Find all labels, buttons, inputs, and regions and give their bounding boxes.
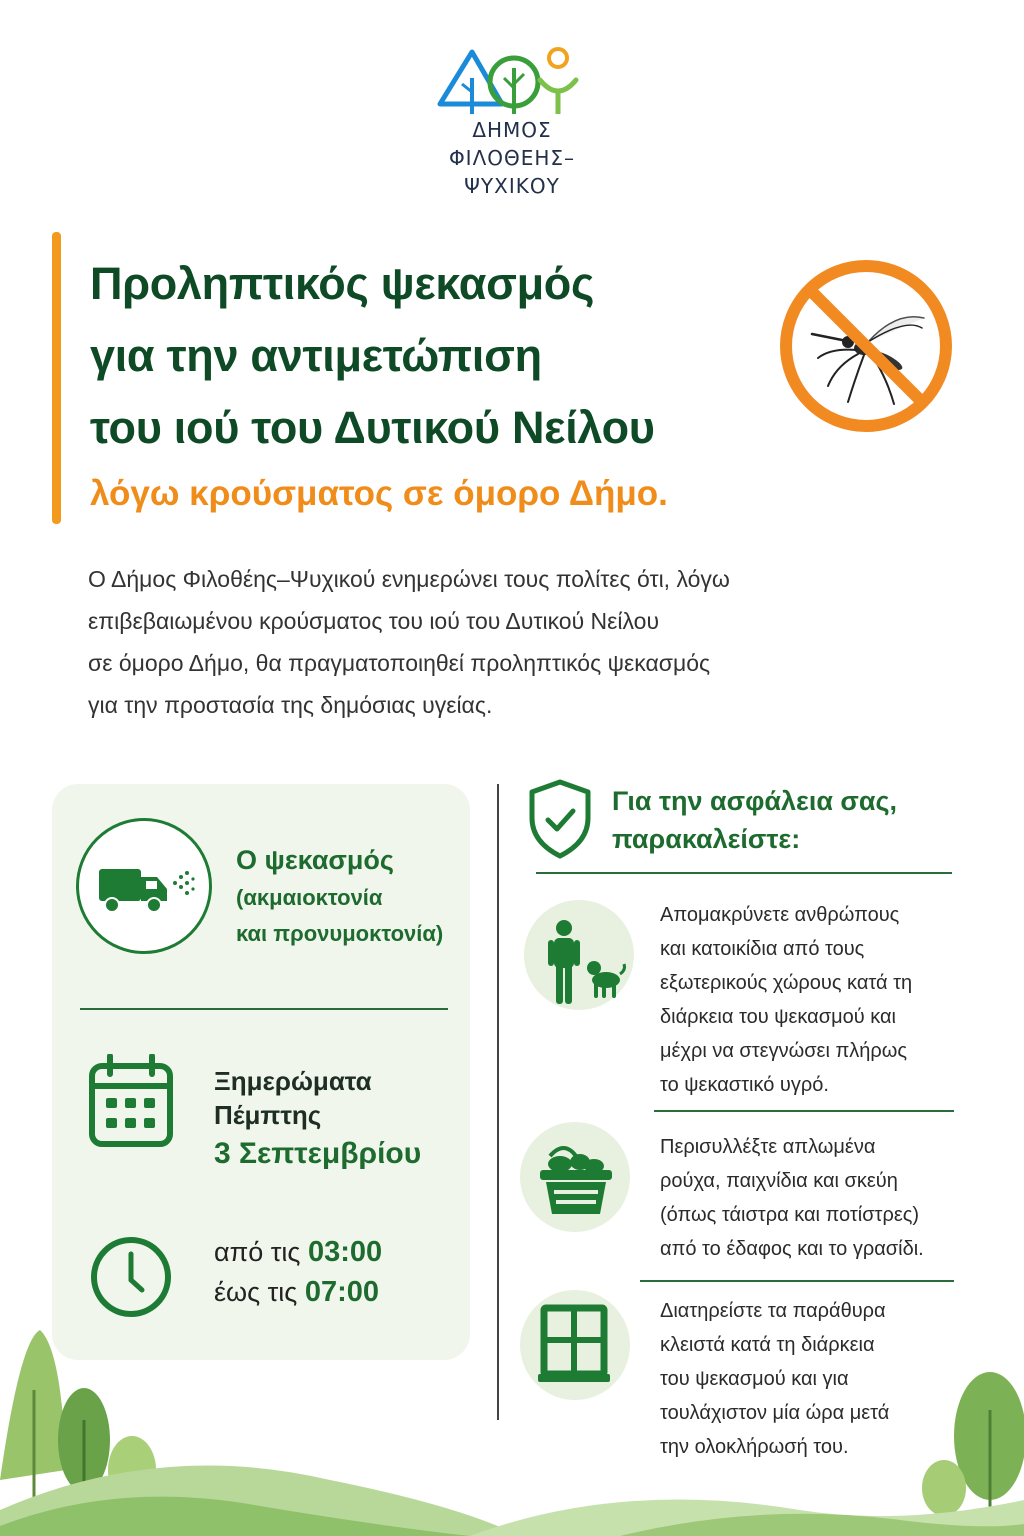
spray-title: Ο ψεκασμός	[236, 845, 394, 875]
panel-divider	[80, 1008, 448, 1010]
clock-icon	[88, 1234, 174, 1320]
person-with-dog-icon	[524, 900, 634, 1010]
title-line-2: για την αντιμετώπιση	[90, 330, 542, 381]
tip-line: κλειστά κατά τη διάρκεια	[660, 1334, 875, 1356]
time-from-label: από τις	[214, 1237, 301, 1267]
tip-line: τουλάχιστον μία ώρα μετά	[660, 1402, 890, 1424]
calendar-icon	[88, 1054, 174, 1148]
spray-sub-2: και προνυμοκτονία)	[236, 921, 444, 946]
tip-line: Περισυλλέξτε απλωμένα	[660, 1136, 876, 1158]
shield-check-icon	[528, 778, 592, 860]
title-subtitle: λόγω κρούσματος σε όμορο Δήμο.	[90, 474, 668, 513]
date-text	[214, 1064, 421, 1176]
title-block	[90, 248, 790, 522]
municipality-name-line1: ΔΗΜΟΣ	[472, 118, 552, 142]
title-accent-bar	[52, 232, 61, 524]
tip-line: από το έδαφος και το γρασίδι.	[660, 1238, 924, 1260]
tree-icon	[922, 1460, 966, 1516]
tip-divider	[654, 1110, 954, 1112]
time-text	[214, 1232, 382, 1312]
safety-title-1: Για την ασφάλεια σας,	[612, 786, 898, 816]
title-line-3: του ιού του Δυτικού Νείλου	[90, 402, 655, 453]
logo-trees-icon	[432, 44, 592, 116]
tip-line: Διατηρείστε τα παράθυρα	[660, 1300, 886, 1322]
spray-text	[236, 840, 443, 952]
safety-title-2: παρακαλείστε:	[612, 824, 801, 854]
tip-line: Απομακρύνετε ανθρώπους	[660, 904, 900, 926]
spray-sub-1: (ακμαιοκτονία	[236, 885, 383, 910]
date-line-3: 3 Σεπτεμβρίου	[214, 1137, 422, 1170]
spray-truck-icon	[79, 821, 209, 951]
tip-divider	[640, 1280, 954, 1282]
landscape-illustration	[0, 1330, 1024, 1536]
time-from-value: 03:00	[307, 1236, 383, 1268]
intro-paragraph	[88, 558, 948, 726]
date-line-2: Πέμπτης	[214, 1100, 322, 1130]
tip-text-2	[660, 1130, 924, 1266]
municipality-name-line2: ΦΙΛΟΘΕΗΣ–ΨΥΧΙΚΟΥ	[448, 146, 576, 198]
laundry-basket-icon	[520, 1122, 630, 1232]
tip-line: και κατοικίδια από τους	[660, 938, 865, 960]
municipality-logo	[412, 44, 612, 198]
spray-truck-circle	[76, 818, 212, 954]
tip-line: του ψεκασμού και για	[660, 1368, 849, 1390]
tip-text-1	[660, 898, 912, 1102]
tip-line: την ολοκλήρωσή του.	[660, 1436, 849, 1458]
intro-line: Ο Δήμος Φιλοθέης–Ψυχικού ενημερώνει τους πολίτες ότι, λόγω	[88, 566, 730, 592]
schedule-panel	[52, 784, 470, 1360]
time-to-label: έως τις	[214, 1277, 298, 1307]
tip-line: ρούχα, παιχνίδια και σκεύη	[660, 1170, 898, 1192]
time-to-value: 07:00	[304, 1276, 379, 1308]
intro-line: σε όμορο Δήμο, θα πραγματοποιηθεί προληπτικός ψεκασμός	[88, 650, 711, 676]
time-to	[214, 1272, 382, 1312]
column-divider	[497, 784, 499, 1420]
tip-icon-circle	[520, 1122, 630, 1232]
safety-heading	[612, 782, 897, 858]
tip-line: το ψεκαστικό υγρό.	[660, 1074, 829, 1096]
time-from	[214, 1232, 382, 1272]
title-line-1: Προληπτικός ψεκασμός	[90, 258, 595, 309]
tip-line: (όπως τάιστρα και ποτίστρες)	[660, 1204, 920, 1226]
date-line-1: Ξημερώματα	[214, 1066, 372, 1096]
intro-line: επιβεβαιωμένου κρούσματος του ιού του Δυτικού Νείλου	[88, 608, 660, 634]
no-mosquito-icon	[776, 256, 956, 436]
safety-divider	[536, 872, 952, 874]
intro-line: για την προστασία της δημόσιας υγείας.	[88, 692, 493, 718]
tip-line: διάρκεια του ψεκασμού και	[660, 1006, 896, 1028]
tip-line: μέχρι να στεγνώσει πλήρως	[660, 1040, 908, 1062]
tip-icon-circle	[524, 900, 634, 1010]
tip-line: εξωτερικούς χώρους κατά τη	[660, 972, 913, 994]
